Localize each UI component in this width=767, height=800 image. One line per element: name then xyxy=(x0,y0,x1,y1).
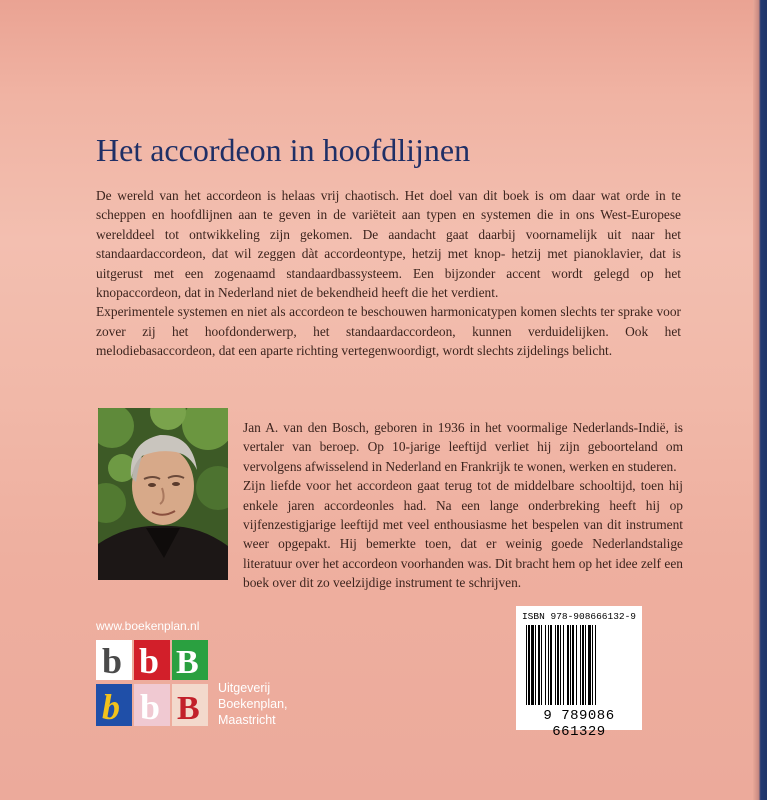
book-description xyxy=(96,186,681,361)
isbn-label: ISBN 978-908666132-9 xyxy=(521,611,637,622)
barcode-bar xyxy=(595,625,596,705)
barcode-bar xyxy=(580,625,581,705)
publisher-name xyxy=(218,680,288,728)
barcode-bar xyxy=(572,625,574,705)
ean-digits: 9 789086 661329 xyxy=(543,708,615,740)
author-biography xyxy=(243,418,683,593)
barcode-bar xyxy=(588,625,591,705)
barcode-bar xyxy=(526,625,527,705)
barcode-bar xyxy=(528,625,530,705)
book-title: Het accordeon in hoofdlijnen xyxy=(96,132,471,168)
biography-paragraph: Zijn liefde voor het accordeon gaat terug tot de middelbare schooltijd, toen hij enkele jaren accordeonles had. Na een lange onderbreking heeft hij op vijfenzestigjarige leeftijd met veel enthousiasme het bespelen van dit instrument weer opgepakt. Hij bemerkte toen, dat er weinig goede Nederlandstalige literatuur over het accordeon voorhanden was. Dit bracht hem op het idee zelf een boek over dit zo veelzijdige instrument te schrijven. xyxy=(243,478,683,591)
barcode-bar xyxy=(555,625,556,705)
logo-letter: b xyxy=(102,641,123,681)
logo-letter: b xyxy=(139,641,160,681)
barcode-bar xyxy=(531,625,534,705)
publisher-logo xyxy=(96,640,208,726)
description-paragraph: Experimentele systemen en niet als accordeon te beschouwen harmonicatypen komen slechts ter sprake voor zover zij het hoofdonderwerp, het standaardaccordeon, kunnen verduidelijken. Ook het melodiebasaccordeon, dat een aparte richting vertegenwoordigt, wordt slechts zijdelings belicht. xyxy=(96,304,681,359)
biography-paragraph: Jan A. van den Bosch, geboren in 1936 in het voormalige Nederlands-Indië, is vertaler van beroep. Op 10-jarige leeftijd verliet hij zijn geboorteland om vervolgens afwisselend in Nederland en Frankrijk te wonen, werken en studeren. xyxy=(243,420,683,474)
barcode-bar xyxy=(557,625,559,705)
logo-letter: B xyxy=(177,690,200,726)
barcode-bar xyxy=(541,625,542,705)
publisher-line: Boekenplan, xyxy=(218,697,288,711)
author-photo xyxy=(98,408,228,580)
barcode-bar xyxy=(545,625,546,705)
barcode-bar xyxy=(563,625,564,705)
book-spine-edge xyxy=(753,0,767,800)
barcode-bar xyxy=(548,625,549,705)
barcode-bar xyxy=(592,625,593,705)
barcode-bar xyxy=(567,625,569,705)
logo-letter: b xyxy=(140,687,161,726)
barcode-bar xyxy=(550,625,552,705)
logo-letter: B xyxy=(176,644,199,681)
barcode-bars xyxy=(526,625,632,707)
description-paragraph: De wereld van het accordeon is helaas vrij chaotisch. Het doel van dit boek is om daar wat orde in te scheppen en hoofdlijnen aan te geven in de variëteit aan typen en systemen die in ons West-Europese werelddeel tot ontwikkeling zijn gekomen. De aandacht gaat daarbij voornamelijk uit naar het standaardaccordeon, dat wil zeggen dàt accordeontype, hetzij met knop- hetzij met pianoklavier, dat is uitgerust met een zogenaamd standaardbassysteem. Een bijzonder accent wordt gelegd op het knopaccordeon, dat in Nederland niet de bekendheid heeft die het verdient. xyxy=(96,188,681,301)
barcode-bar xyxy=(582,625,584,705)
isbn-barcode xyxy=(516,606,642,740)
barcode-bar xyxy=(576,625,577,705)
publisher-line: Maastricht xyxy=(218,713,276,727)
publisher-website: www.boekenplan.nl xyxy=(96,619,200,633)
barcode-bar xyxy=(570,625,571,705)
logo-letter: b xyxy=(102,687,120,726)
barcode-bar xyxy=(535,625,536,705)
publisher-line: Uitgeverij xyxy=(218,681,271,695)
barcode-bar xyxy=(538,625,540,705)
barcode-bar xyxy=(585,625,586,705)
barcode-bar xyxy=(560,625,561,705)
